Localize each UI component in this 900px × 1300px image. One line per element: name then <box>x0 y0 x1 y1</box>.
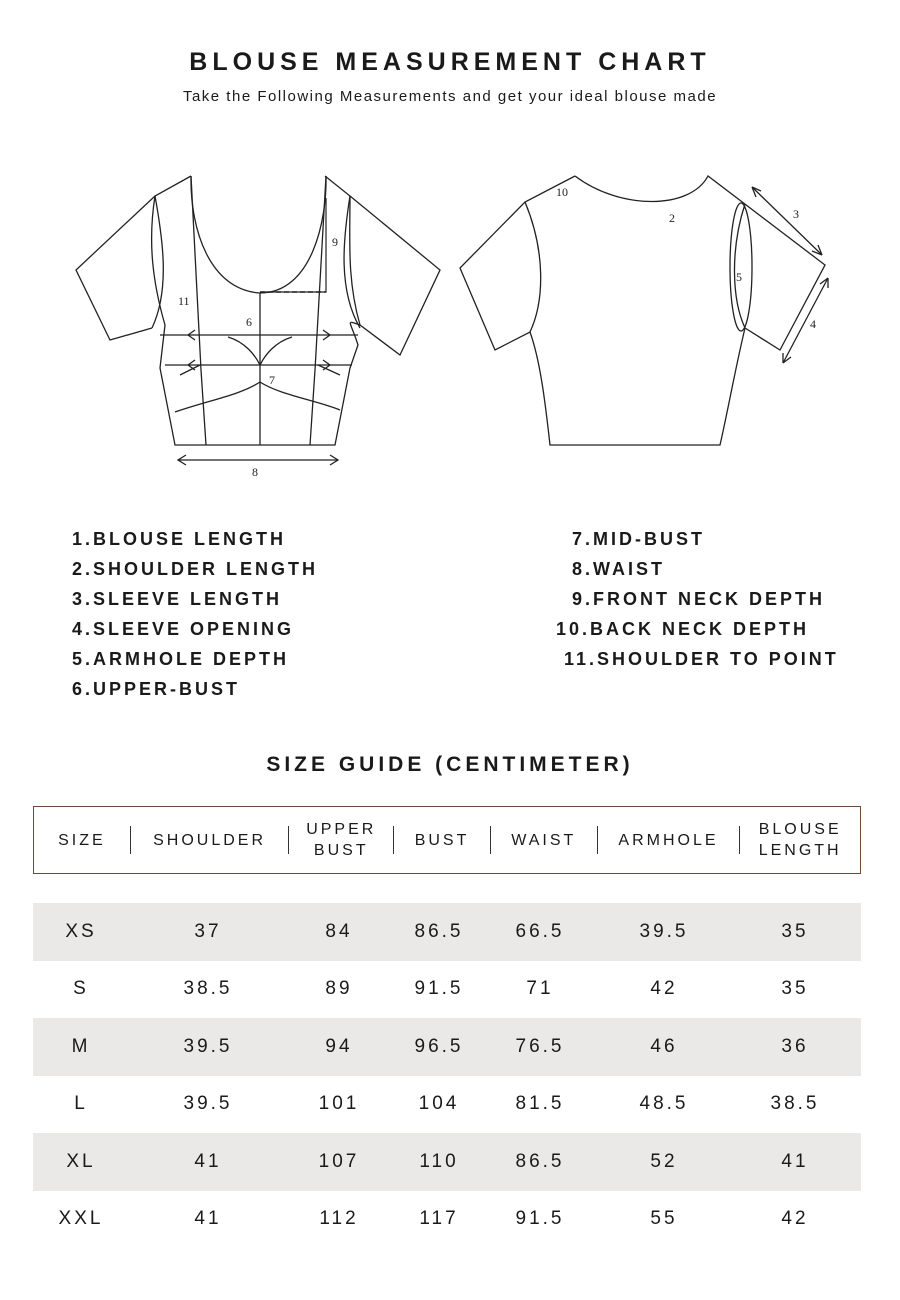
cell-bust: 86.5 <box>414 920 464 942</box>
cell-length: 38.5 <box>770 1093 820 1115</box>
cell-shoulder: 37 <box>194 920 222 942</box>
cell-armhole: 52 <box>650 1150 678 1172</box>
cell-bust: 91.5 <box>414 978 464 1000</box>
cell-size: XXL <box>58 1208 104 1230</box>
legend-item: 10.BACK NECK DEPTH <box>556 619 810 639</box>
label-9: 9 <box>332 235 338 249</box>
label-7: 7 <box>269 373 275 387</box>
cell-bust: 110 <box>419 1150 459 1172</box>
column-header-armhole: ARMHOLE <box>618 831 719 849</box>
column-header-upper-bust: UPPER BUST <box>306 821 377 859</box>
cell-length: 35 <box>781 978 809 1000</box>
legend-item: 4.SLEEVE OPENING <box>72 619 295 639</box>
cell-armhole: 55 <box>650 1208 678 1230</box>
page-title: BLOUSE MEASUREMENT CHART <box>189 48 711 76</box>
cell-length: 41 <box>781 1150 809 1172</box>
cell-size: M <box>71 1035 91 1057</box>
cell-size: XL <box>66 1150 96 1172</box>
cell-bust: 117 <box>419 1208 459 1230</box>
cell-waist: 71 <box>526 978 554 1000</box>
legend-item: 7.MID-BUST <box>572 529 705 549</box>
label-4: 4 <box>810 317 816 331</box>
label-11: 11 <box>178 294 190 308</box>
cell-shoulder: 39.5 <box>183 1093 233 1115</box>
legend-item: 2.SHOULDER LENGTH <box>72 559 319 579</box>
cell-shoulder: 38.5 <box>183 978 233 1000</box>
label-10: 10 <box>556 185 568 199</box>
table-row <box>33 961 861 1019</box>
table-row <box>33 1076 861 1134</box>
cell-armhole: 39.5 <box>639 920 689 942</box>
cell-waist: 66.5 <box>515 920 565 942</box>
column-header-waist: WAIST <box>511 831 577 849</box>
table-row <box>33 1191 861 1249</box>
page-subtitle: Take the Following Measurements and get your ideal blouse made <box>182 88 718 105</box>
cell-size: XS <box>65 920 97 942</box>
legend-item: 5.ARMHOLE DEPTH <box>72 649 290 669</box>
cell-waist: 81.5 <box>515 1093 565 1115</box>
legend-item: 1.BLOUSE LENGTH <box>72 529 287 549</box>
cell-armhole: 48.5 <box>639 1093 689 1115</box>
column-header-size: SIZE <box>58 831 106 849</box>
cell-armhole: 46 <box>650 1035 678 1057</box>
cell-shoulder: 41 <box>194 1208 222 1230</box>
cell-bust: 96.5 <box>414 1035 464 1057</box>
label-5: 5 <box>736 270 742 284</box>
column-header-bust: BUST <box>414 831 470 849</box>
back-blouse-diagram <box>450 160 850 490</box>
cell-upper-bust: 84 <box>325 920 353 942</box>
cell-length: 42 <box>781 1208 809 1230</box>
cell-upper-bust: 101 <box>318 1093 360 1115</box>
cell-size: S <box>73 978 89 1000</box>
table-row <box>33 903 861 961</box>
table-row <box>33 1133 861 1191</box>
cell-upper-bust: 112 <box>319 1208 359 1230</box>
legend-item: 3.SLEEVE LENGTH <box>72 589 283 609</box>
label-2: 2 <box>669 211 675 225</box>
cell-size: L <box>74 1093 88 1115</box>
measurement-legend-right <box>556 524 839 674</box>
label-3: 3 <box>793 207 799 221</box>
cell-waist: 86.5 <box>515 1150 565 1172</box>
size-table-header <box>33 806 861 874</box>
cell-upper-bust: 94 <box>325 1035 353 1057</box>
cell-shoulder: 39.5 <box>183 1035 233 1057</box>
cell-upper-bust: 107 <box>318 1150 360 1172</box>
front-blouse-diagram <box>60 160 460 490</box>
table-row <box>33 1018 861 1076</box>
legend-item: 11.SHOULDER TO POINT <box>564 649 839 669</box>
cell-waist: 76.5 <box>515 1035 565 1057</box>
legend-item: 6.UPPER-BUST <box>72 679 241 699</box>
cell-armhole: 42 <box>650 978 678 1000</box>
legend-item: 8.WAIST <box>572 559 666 579</box>
size-guide-title: SIZE GUIDE (CENTIMETER) <box>266 753 634 776</box>
size-table-body <box>33 903 861 1248</box>
cell-bust: 104 <box>418 1093 460 1115</box>
column-header-blouse-length: BLOUSE LENGTH <box>758 821 842 859</box>
cell-length: 35 <box>781 920 809 942</box>
cell-waist: 91.5 <box>515 1208 565 1230</box>
measurement-legend-left <box>72 524 318 704</box>
cell-shoulder: 41 <box>194 1150 222 1172</box>
cell-upper-bust: 89 <box>325 978 353 1000</box>
column-header-shoulder: SHOULDER <box>153 831 267 849</box>
label-6: 6 <box>246 315 252 329</box>
label-8: 8 <box>252 465 258 479</box>
legend-item: 9.FRONT NECK DEPTH <box>572 589 826 609</box>
cell-length: 36 <box>781 1035 809 1057</box>
